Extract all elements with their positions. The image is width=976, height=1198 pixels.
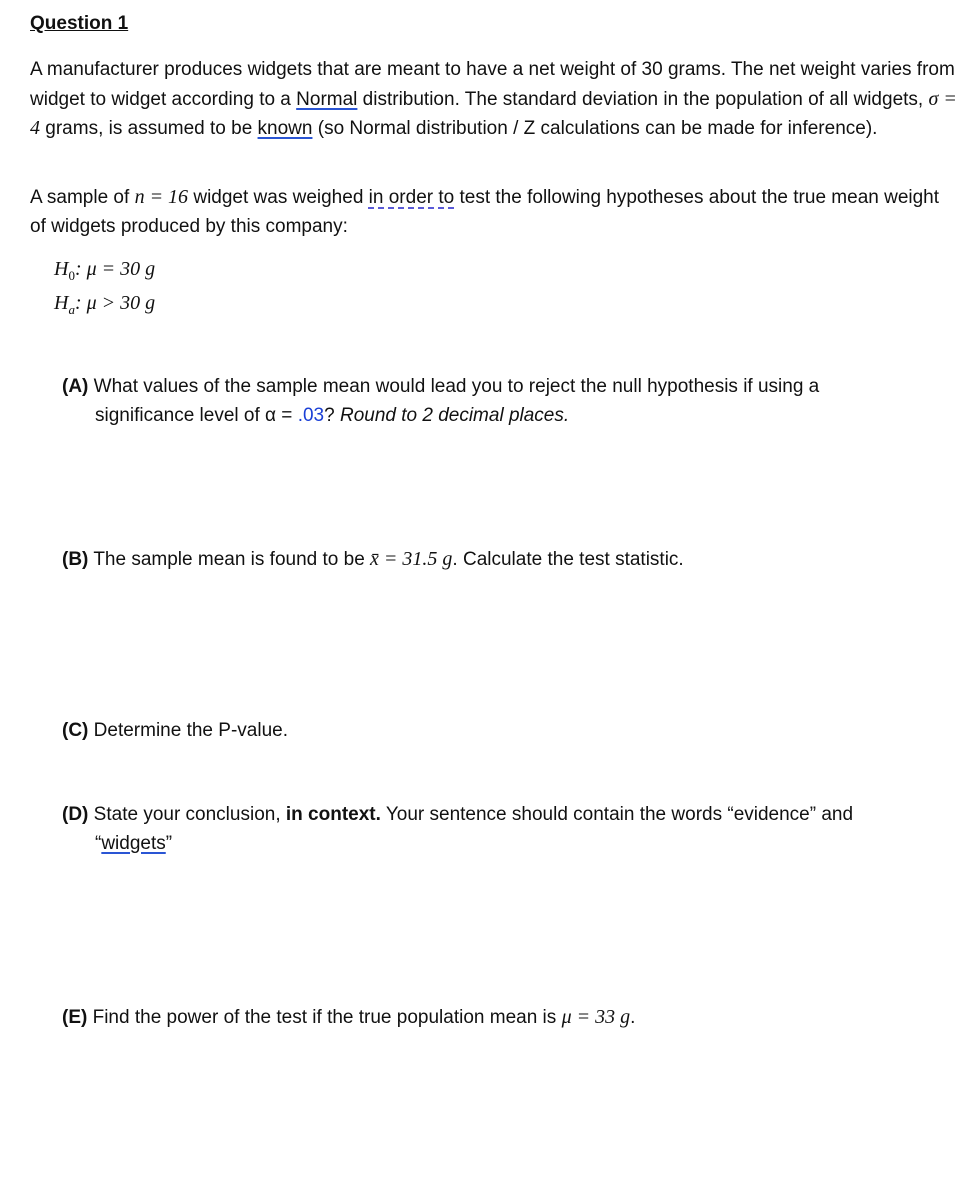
- question-b: (B) The sample mean is found to be x̄ = 31.5 g. Calculate the test statistic.: [62, 548, 684, 570]
- intro-text-e: A sample of: [30, 187, 135, 208]
- question-a-line2: significance level of α = .03? Round to 2 decimal places.: [95, 404, 570, 426]
- intro-paragraph-1: [30, 56, 960, 144]
- widgets-word: widgets: [101, 832, 166, 854]
- question-a-label: (A): [62, 376, 89, 397]
- question-a: [62, 373, 942, 430]
- intro-paragraph-2: [30, 183, 960, 241]
- rounding-instruction: Round to 2 decimal places.: [339, 404, 570, 426]
- alpha-value: .03: [297, 404, 325, 426]
- question-d: [62, 801, 942, 858]
- question-title: Question 1: [30, 13, 129, 34]
- null-hypothesis: $H_0$: μ = 30 g: [54, 258, 156, 283]
- intro-text-b: distribution. The standard deviation in the population of all widgets,: [357, 88, 929, 110]
- known-word: known: [257, 118, 313, 139]
- intro-text-g: test the following hypotheses about the true mean weight of widgets produced by this company:: [30, 187, 940, 237]
- n-expression: n = 16: [134, 186, 189, 208]
- question-b-label: (B): [62, 549, 89, 570]
- sample-mean-expression: x̄ = 31.5 g: [370, 548, 453, 570]
- question-d-line2: “widgets”: [95, 832, 173, 854]
- question-c-label: (C): [62, 720, 89, 741]
- sigma-expression: σ = 4: [30, 87, 957, 139]
- intro-text-f: widget was weighed: [188, 187, 369, 208]
- question-e-label: (E): [62, 1007, 88, 1028]
- intro-text-a: A manufacturer produces widgets that are meant to have a net weight of 30 grams. The net weight varies from widget to widget according to a: [30, 59, 955, 110]
- true-mean-expression: μ = 33 g: [561, 1006, 631, 1028]
- question-a-line1: (A) What values of the sample mean would lead you to reject the null hypothesis if using a: [62, 376, 820, 397]
- question-d-line1: (D) State your conclusion, in context. Your sentence should contain the words “evidence” and: [62, 804, 854, 825]
- in-order-to-phrase: in order to: [368, 187, 455, 208]
- alternative-hypothesis: $H_a$: μ > 30 g: [54, 292, 156, 317]
- normal-word: Normal: [296, 88, 358, 110]
- question-c: (C) Determine the P-value.: [62, 720, 288, 741]
- question-d-label: (D): [62, 804, 89, 825]
- question-e: (E) Find the power of the test if the true population mean is μ = 33 g.: [62, 1006, 636, 1028]
- intro-text-c: grams, is assumed to be: [40, 118, 258, 139]
- intro-text-d: (so Normal distribution / Z calculations can be made for inference).: [312, 118, 878, 139]
